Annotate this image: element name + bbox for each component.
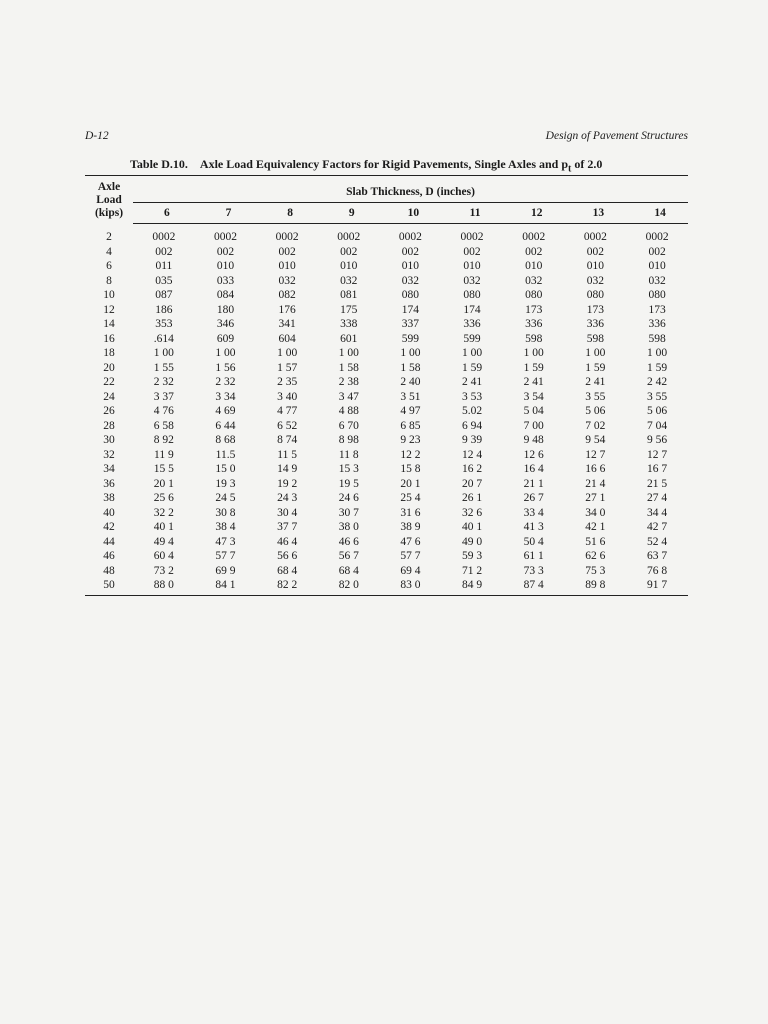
thickness-header-cell: 11 — [441, 203, 503, 224]
factor-cell: 002 — [525, 245, 543, 258]
factor-cell: 57 7 — [215, 550, 236, 562]
axle-load-cell: 36 — [103, 477, 115, 490]
factor-cell: 52 4 — [647, 535, 668, 548]
factor-cell: 20 7 — [461, 477, 483, 490]
factor-cell: 1 57 — [277, 361, 298, 374]
factor-cell: 174 — [401, 303, 420, 316]
factor-cell: 49 0 — [461, 535, 483, 548]
table-body — [85, 224, 688, 596]
factor-cell: 010 — [648, 260, 666, 272]
factor-cell: 87 4 — [503, 578, 565, 595]
factor-cell: 601 — [340, 332, 358, 345]
axle-load-cell: 24 — [103, 390, 115, 403]
table-row — [85, 346, 688, 361]
factor-cell: 599 — [401, 332, 420, 345]
factor-cell: 9 39 — [461, 434, 483, 446]
factor-cell: 41 3 — [523, 521, 544, 533]
table-row — [85, 448, 688, 463]
factor-cell: 24 5 — [215, 492, 236, 504]
factor-cell: 338 — [340, 318, 358, 330]
factor-cell: 2 41 — [523, 376, 544, 388]
factor-cell: 4 77 — [277, 405, 298, 417]
factor-cell: 1 58 — [400, 361, 421, 374]
factor-cell: 51 6 — [585, 535, 606, 548]
factor-cell: 010 — [525, 260, 543, 272]
factor-cell: 1 00 — [400, 347, 421, 359]
factor-cell: 3 40 — [277, 390, 298, 403]
table-row — [85, 578, 688, 595]
factor-cell: 61 1 — [523, 550, 544, 562]
factor-cell: 37 7 — [277, 521, 298, 533]
table-title-suffix: of 2.0 — [574, 157, 603, 171]
factor-cell: 032 — [648, 274, 666, 287]
factor-cell: 57 7 — [400, 550, 421, 562]
factor-cell: 15 8 — [400, 463, 421, 475]
factor-cell: 73 3 — [523, 564, 544, 577]
factor-cell: 080 — [586, 289, 604, 301]
factor-cell: 20 1 — [400, 477, 421, 490]
factor-cell: 40 1 — [461, 521, 483, 533]
axle-load-cell: 8 — [106, 274, 112, 287]
factor-cell: 2 35 — [277, 376, 298, 388]
factor-cell: 336 — [586, 318, 604, 330]
table-row — [85, 390, 688, 405]
axle-load-cell: 6 — [106, 260, 112, 272]
factor-cell: 5 06 — [647, 405, 668, 417]
factor-cell: 082 — [278, 289, 296, 301]
factor-cell: 24 6 — [338, 492, 359, 504]
factor-cell: 081 — [340, 289, 358, 301]
factor-cell: 1 00 — [338, 347, 359, 359]
factor-cell: 56 6 — [277, 550, 298, 562]
factor-cell: 42 7 — [647, 521, 668, 533]
factor-cell: 080 — [401, 289, 420, 301]
table-row — [85, 245, 688, 260]
factor-cell: 19 3 — [215, 477, 236, 490]
factor-cell: 1 59 — [585, 361, 606, 374]
factor-cell: 336 — [463, 318, 481, 330]
factor-cell: 46 4 — [277, 535, 298, 548]
factor-cell: 173 — [586, 303, 604, 316]
factor-cell: 032 — [340, 274, 358, 287]
factor-cell: 4 69 — [215, 405, 236, 417]
factor-cell: 6 44 — [215, 419, 236, 432]
axle-load-cell: 50 — [85, 578, 133, 595]
factor-cell: 3 47 — [338, 390, 359, 403]
factor-cell: 30 4 — [277, 506, 298, 519]
thickness-header-cell: 13 — [565, 203, 627, 224]
factor-cell: 50 4 — [523, 535, 544, 548]
table-label: Table D.10. — [130, 157, 188, 171]
table-title-subscript: t — [568, 163, 572, 175]
factor-cell: 0002 — [522, 231, 546, 243]
axle-load-cell: 16 — [103, 332, 115, 345]
thickness-header-cell: 7 — [195, 203, 257, 224]
thickness-header-row — [85, 203, 688, 224]
table-row — [85, 288, 688, 303]
factor-cell: 27 1 — [585, 492, 606, 504]
factor-cell: 0002 — [460, 231, 484, 243]
axle-load-cell: 10 — [103, 289, 115, 301]
factor-cell: 346 — [216, 318, 235, 330]
table-row — [85, 375, 688, 390]
factor-cell: 341 — [278, 318, 296, 330]
axle-load-cell: 2 — [106, 230, 112, 243]
factor-cell: 82 2 — [256, 578, 318, 595]
factor-cell: 12 6 — [523, 448, 544, 461]
factor-cell: 002 — [216, 245, 235, 258]
factor-cell: 24 3 — [277, 492, 298, 504]
factor-cell: 7 04 — [647, 419, 668, 432]
factor-cell: 032 — [278, 274, 296, 287]
axle-load-cell: 46 — [103, 550, 115, 562]
table-row — [85, 433, 688, 448]
table-title: Axle Load Equivalency Factors for Rigid Pavements, Single Axles and p — [199, 157, 569, 171]
factor-cell: 002 — [648, 245, 666, 258]
axle-load-cell: 34 — [103, 463, 115, 475]
factor-cell: 0002 — [213, 231, 237, 243]
factor-cell: 353 — [155, 318, 173, 330]
factor-cell: 20 1 — [153, 477, 174, 490]
factor-cell: 25 6 — [153, 492, 174, 504]
factor-cell: 084 — [216, 289, 235, 301]
axle-load-cell: 26 — [103, 405, 115, 417]
axle-header-line-1: Axle — [97, 180, 121, 193]
factor-cell: 032 — [401, 274, 420, 287]
factor-cell: 1 00 — [461, 347, 483, 359]
factor-cell: 010 — [401, 260, 420, 272]
factor-cell: 337 — [401, 318, 420, 330]
factor-cell: 2 40 — [400, 376, 421, 388]
factor-cell: 3 51 — [400, 390, 421, 403]
factor-cell: 9 54 — [585, 434, 606, 446]
equivalency-factor-table — [85, 175, 688, 596]
axle-load-cell: 48 — [103, 564, 115, 577]
factor-cell: 5 04 — [523, 405, 544, 417]
factor-cell: 12 2 — [400, 448, 421, 461]
factor-cell: 56 7 — [338, 550, 359, 562]
factor-cell: 604 — [278, 332, 296, 345]
factor-cell: 010 — [463, 260, 481, 272]
page-number: D-12 — [85, 130, 109, 142]
factor-cell: 40 1 — [153, 521, 174, 533]
factor-cell: 7 02 — [585, 419, 606, 432]
factor-cell: 19 2 — [277, 477, 298, 490]
table-row — [85, 224, 688, 245]
table-row — [85, 549, 688, 564]
factor-cell: 2 38 — [338, 376, 359, 388]
factor-cell: 12 4 — [461, 448, 483, 461]
factor-cell: 11 8 — [338, 448, 359, 461]
factor-cell: 15 3 — [338, 463, 359, 475]
axle-header-line-3: (kips) — [94, 206, 124, 219]
axle-load-cell: 22 — [103, 376, 115, 388]
factor-cell: 8 68 — [215, 434, 236, 446]
factor-cell: 26 1 — [461, 492, 483, 504]
factor-cell: 9 23 — [400, 434, 421, 446]
factor-cell: 035 — [155, 274, 173, 287]
factor-cell: 2 32 — [153, 376, 174, 388]
factor-cell: 8 74 — [277, 434, 298, 446]
factor-cell: 002 — [463, 245, 481, 258]
factor-cell: 032 — [586, 274, 604, 287]
factor-cell: 174 — [463, 303, 481, 316]
thickness-header-cell: 8 — [256, 203, 318, 224]
axle-header-line-2: Load — [96, 193, 122, 206]
factor-cell: 15 0 — [215, 463, 236, 475]
factor-cell: 71 2 — [461, 564, 483, 577]
factor-cell: 0002 — [398, 231, 422, 243]
factor-cell: 4 97 — [400, 405, 421, 417]
factor-cell: 27 4 — [647, 492, 668, 504]
table-row — [85, 361, 688, 376]
factor-cell: 010 — [278, 260, 296, 272]
factor-cell: 34 4 — [647, 506, 668, 519]
running-header-title: Design of Pavement Structures — [545, 130, 688, 142]
factor-cell: 598 — [648, 332, 666, 345]
factor-cell: 002 — [401, 245, 420, 258]
factor-cell: 69 9 — [215, 564, 236, 577]
factor-cell: 1 59 — [461, 361, 483, 374]
axle-load-cell: 30 — [103, 434, 115, 446]
factor-cell: 3 53 — [461, 390, 483, 403]
factor-cell: 080 — [463, 289, 481, 301]
factor-cell: 6 52 — [277, 419, 298, 432]
table-row — [85, 477, 688, 492]
factor-cell: 336 — [648, 318, 666, 330]
factor-cell: 82 0 — [318, 578, 380, 595]
axle-load-cell: 18 — [103, 347, 115, 359]
factor-cell: 49 4 — [153, 535, 174, 548]
factor-cell: 0002 — [337, 231, 361, 243]
factor-cell: 76 8 — [647, 564, 668, 577]
factor-cell: 002 — [155, 245, 173, 258]
factor-cell: 9 56 — [647, 434, 668, 446]
factor-cell: 47 6 — [400, 535, 421, 548]
factor-cell: 598 — [586, 332, 604, 345]
factor-cell: 21 5 — [647, 477, 668, 490]
factor-cell: 032 — [525, 274, 543, 287]
factor-cell: 38 4 — [215, 521, 236, 533]
factor-cell: 30 7 — [338, 506, 359, 519]
factor-cell: 15 5 — [153, 463, 174, 475]
table-row — [85, 564, 688, 579]
axle-load-cell: 14 — [103, 318, 115, 330]
factor-cell: 0002 — [583, 231, 607, 243]
table-row — [85, 506, 688, 521]
factor-cell: 38 9 — [400, 521, 421, 533]
factor-cell: 1 58 — [338, 361, 359, 374]
axle-load-cell: 38 — [103, 492, 115, 504]
factor-cell: 175 — [340, 303, 358, 316]
axle-load-cell: 4 — [106, 245, 112, 258]
table-row — [85, 274, 688, 289]
factor-cell: 0002 — [152, 231, 176, 243]
factor-cell: 8 98 — [338, 434, 359, 446]
factor-cell: 002 — [586, 245, 604, 258]
factor-cell: 34 0 — [585, 506, 606, 519]
factor-cell: 8 92 — [153, 434, 174, 446]
slab-thickness-header: Slab Thickness, D (inches) — [133, 176, 688, 203]
factor-cell: 3 37 — [153, 390, 174, 403]
table-caption — [130, 157, 602, 174]
table-row — [85, 491, 688, 506]
factor-cell: 1 00 — [647, 347, 668, 359]
factor-cell: 1 00 — [215, 347, 236, 359]
factor-cell: 6 94 — [461, 419, 483, 432]
thickness-header-cell: 14 — [626, 203, 688, 224]
factor-cell: 173 — [525, 303, 543, 316]
factor-cell: 1 00 — [277, 347, 298, 359]
factor-cell: 010 — [586, 260, 604, 272]
factor-cell: 032 — [463, 274, 481, 287]
table-row — [85, 520, 688, 535]
axle-load-cell: 28 — [103, 419, 115, 432]
thickness-header-cell: 9 — [318, 203, 380, 224]
factor-cell: 63 7 — [647, 550, 668, 562]
factor-cell: 087 — [155, 289, 173, 301]
axle-load-cell: 42 — [103, 521, 115, 533]
factor-cell: 1 56 — [215, 361, 236, 374]
factor-cell: 598 — [525, 332, 543, 345]
factor-cell: 1 00 — [585, 347, 606, 359]
axle-load-cell: 44 — [103, 535, 115, 548]
factor-cell: 609 — [216, 332, 235, 345]
table-row — [85, 535, 688, 550]
factor-cell: 83 0 — [380, 578, 442, 595]
factor-cell: 16 4 — [523, 463, 544, 475]
factor-cell: 0002 — [645, 231, 669, 243]
factor-cell: 16 2 — [461, 463, 483, 475]
axle-load-cell: 12 — [103, 303, 115, 316]
factor-cell: 599 — [463, 332, 481, 345]
factor-cell: 1 59 — [647, 361, 668, 374]
factor-cell: 73 2 — [153, 564, 174, 577]
factor-cell: 84 1 — [195, 578, 257, 595]
factor-cell: 176 — [278, 303, 296, 316]
factor-cell: 14 9 — [277, 463, 298, 475]
factor-cell: 5 06 — [585, 405, 606, 417]
table-row — [85, 419, 688, 434]
factor-cell: 173 — [648, 303, 666, 316]
factor-cell: 60 4 — [153, 550, 174, 562]
factor-cell: 0002 — [275, 231, 299, 243]
factor-cell: 16 7 — [647, 463, 668, 475]
factor-cell: 033 — [216, 274, 235, 287]
table-row — [85, 317, 688, 332]
table-row — [85, 404, 688, 419]
table-row — [85, 259, 688, 274]
factor-cell: .614 — [153, 332, 174, 345]
factor-cell: 26 7 — [523, 492, 544, 504]
factor-cell: 336 — [525, 318, 543, 330]
factor-cell: 2 41 — [461, 376, 483, 388]
table-row — [85, 332, 688, 347]
factor-cell: 69 4 — [400, 564, 421, 577]
factor-cell: 186 — [155, 303, 173, 316]
factor-cell: 33 4 — [523, 506, 544, 519]
factor-cell: 2 41 — [585, 376, 606, 388]
factor-cell: 68 4 — [338, 564, 359, 577]
factor-cell: 6 85 — [400, 419, 421, 432]
factor-cell: 19 5 — [338, 477, 359, 490]
factor-cell: 25 4 — [400, 492, 421, 504]
factor-cell: 84 9 — [441, 578, 503, 595]
thickness-header-cell: 6 — [133, 203, 195, 224]
factor-cell: 38 0 — [338, 521, 359, 533]
factor-cell: 4 88 — [338, 405, 359, 417]
factor-cell: 5.02 — [461, 405, 483, 417]
factor-cell: 32 2 — [153, 506, 174, 519]
factor-cell: 91 7 — [626, 578, 688, 595]
factor-cell: 11.5 — [215, 448, 236, 461]
factor-cell: 010 — [216, 260, 235, 272]
factor-cell: 2 42 — [647, 376, 668, 388]
factor-cell: 75 3 — [585, 564, 606, 577]
factor-cell: 3 55 — [585, 390, 606, 403]
factor-cell: 1 59 — [523, 361, 544, 374]
table-row — [85, 303, 688, 318]
factor-cell: 080 — [648, 289, 666, 301]
factor-cell: 3 55 — [647, 390, 668, 403]
factor-cell: 68 4 — [277, 564, 298, 577]
factor-cell: 89 8 — [565, 578, 627, 595]
factor-cell: 16 6 — [585, 463, 606, 475]
factor-cell: 7 00 — [523, 419, 544, 432]
factor-cell: 1 00 — [153, 347, 174, 359]
factor-cell: 31 6 — [400, 506, 421, 519]
factor-cell: 6 58 — [153, 419, 174, 432]
factor-cell: 180 — [216, 303, 235, 316]
factor-cell: 11 5 — [277, 448, 297, 461]
thickness-header-cell: 12 — [503, 203, 565, 224]
factor-cell: 62 6 — [585, 550, 606, 562]
factor-cell: 3 54 — [523, 390, 544, 403]
table-row — [85, 462, 688, 477]
factor-cell: 4 76 — [153, 405, 174, 417]
factor-cell: 46 6 — [338, 535, 359, 548]
axle-load-cell: 32 — [103, 448, 115, 461]
factor-cell: 002 — [340, 245, 358, 258]
axle-load-cell: 40 — [103, 506, 115, 519]
axle-load-header — [85, 176, 133, 224]
factor-cell: 1 55 — [153, 361, 174, 374]
thickness-header-cell: 10 — [380, 203, 442, 224]
factor-cell: 12 7 — [647, 448, 668, 461]
factor-cell: 11 9 — [154, 448, 174, 461]
factor-cell: 9 48 — [523, 434, 544, 446]
factor-cell: 47 3 — [215, 535, 236, 548]
factor-cell: 6 70 — [338, 419, 359, 432]
factor-cell: 32 6 — [461, 506, 483, 519]
factor-cell: 2 32 — [215, 376, 236, 388]
factor-cell: 88 0 — [133, 578, 195, 595]
factor-cell: 080 — [525, 289, 543, 301]
factor-cell: 59 3 — [461, 550, 483, 562]
factor-cell: 010 — [340, 260, 358, 272]
factor-cell: 21 4 — [585, 477, 606, 490]
factor-cell: 002 — [278, 245, 296, 258]
factor-cell: 1 00 — [523, 347, 544, 359]
factor-cell: 12 7 — [585, 448, 606, 461]
factor-cell: 011 — [155, 260, 173, 272]
factor-cell: 42 1 — [585, 521, 606, 533]
factor-cell: 21 1 — [523, 477, 544, 490]
factor-cell: 30 8 — [215, 506, 236, 519]
factor-cell: 3 34 — [215, 390, 236, 403]
axle-load-cell: 20 — [103, 361, 115, 374]
